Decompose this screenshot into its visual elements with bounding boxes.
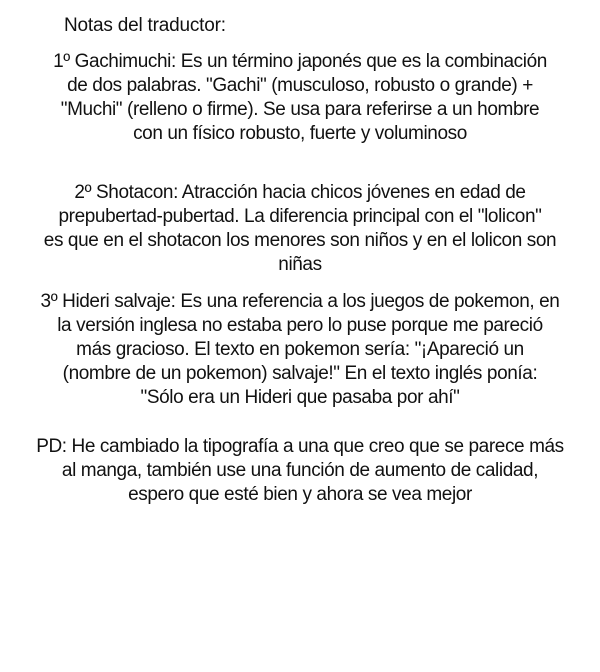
note-gachimuchi: 1º Gachimuchi: Es un término japonés que es la combinación de dos palabras. "Gachi" (musculoso, robusto o grande) + "Muchi" (relleno o firme). Se usa para referirse a un hombre con un físico robusto, fuerte y voluminoso (53, 51, 547, 144)
notes-title: Notas del traductor: (64, 15, 226, 36)
note-hideri-salvaje: 3º Hideri salvaje: Es una referencia a los juegos de pokemon, en la versión inglesa no estaba pero lo puse porque me pareció más gracioso. El texto en pokemon sería: "¡Apareció un (nombre de un pokemon) salvaje!" En el texto inglés ponía: "Sólo era un Hideri que pasaba por ahí" (40, 291, 560, 408)
note-shotacon: 2º Shotacon: Atracción hacia chicos jóvenes en edad de prepubertad-pubertad. La diferencia principal con el "lolicon" es que en el shotacon los menores son niños y en el lolicon son niñas (43, 182, 557, 275)
note-postscript: PD: He cambiado la tipografía a una que creo que se parece más al manga, también use una función de aumento de calidad, espero que esté bien y ahora se vea mejor (36, 436, 564, 505)
